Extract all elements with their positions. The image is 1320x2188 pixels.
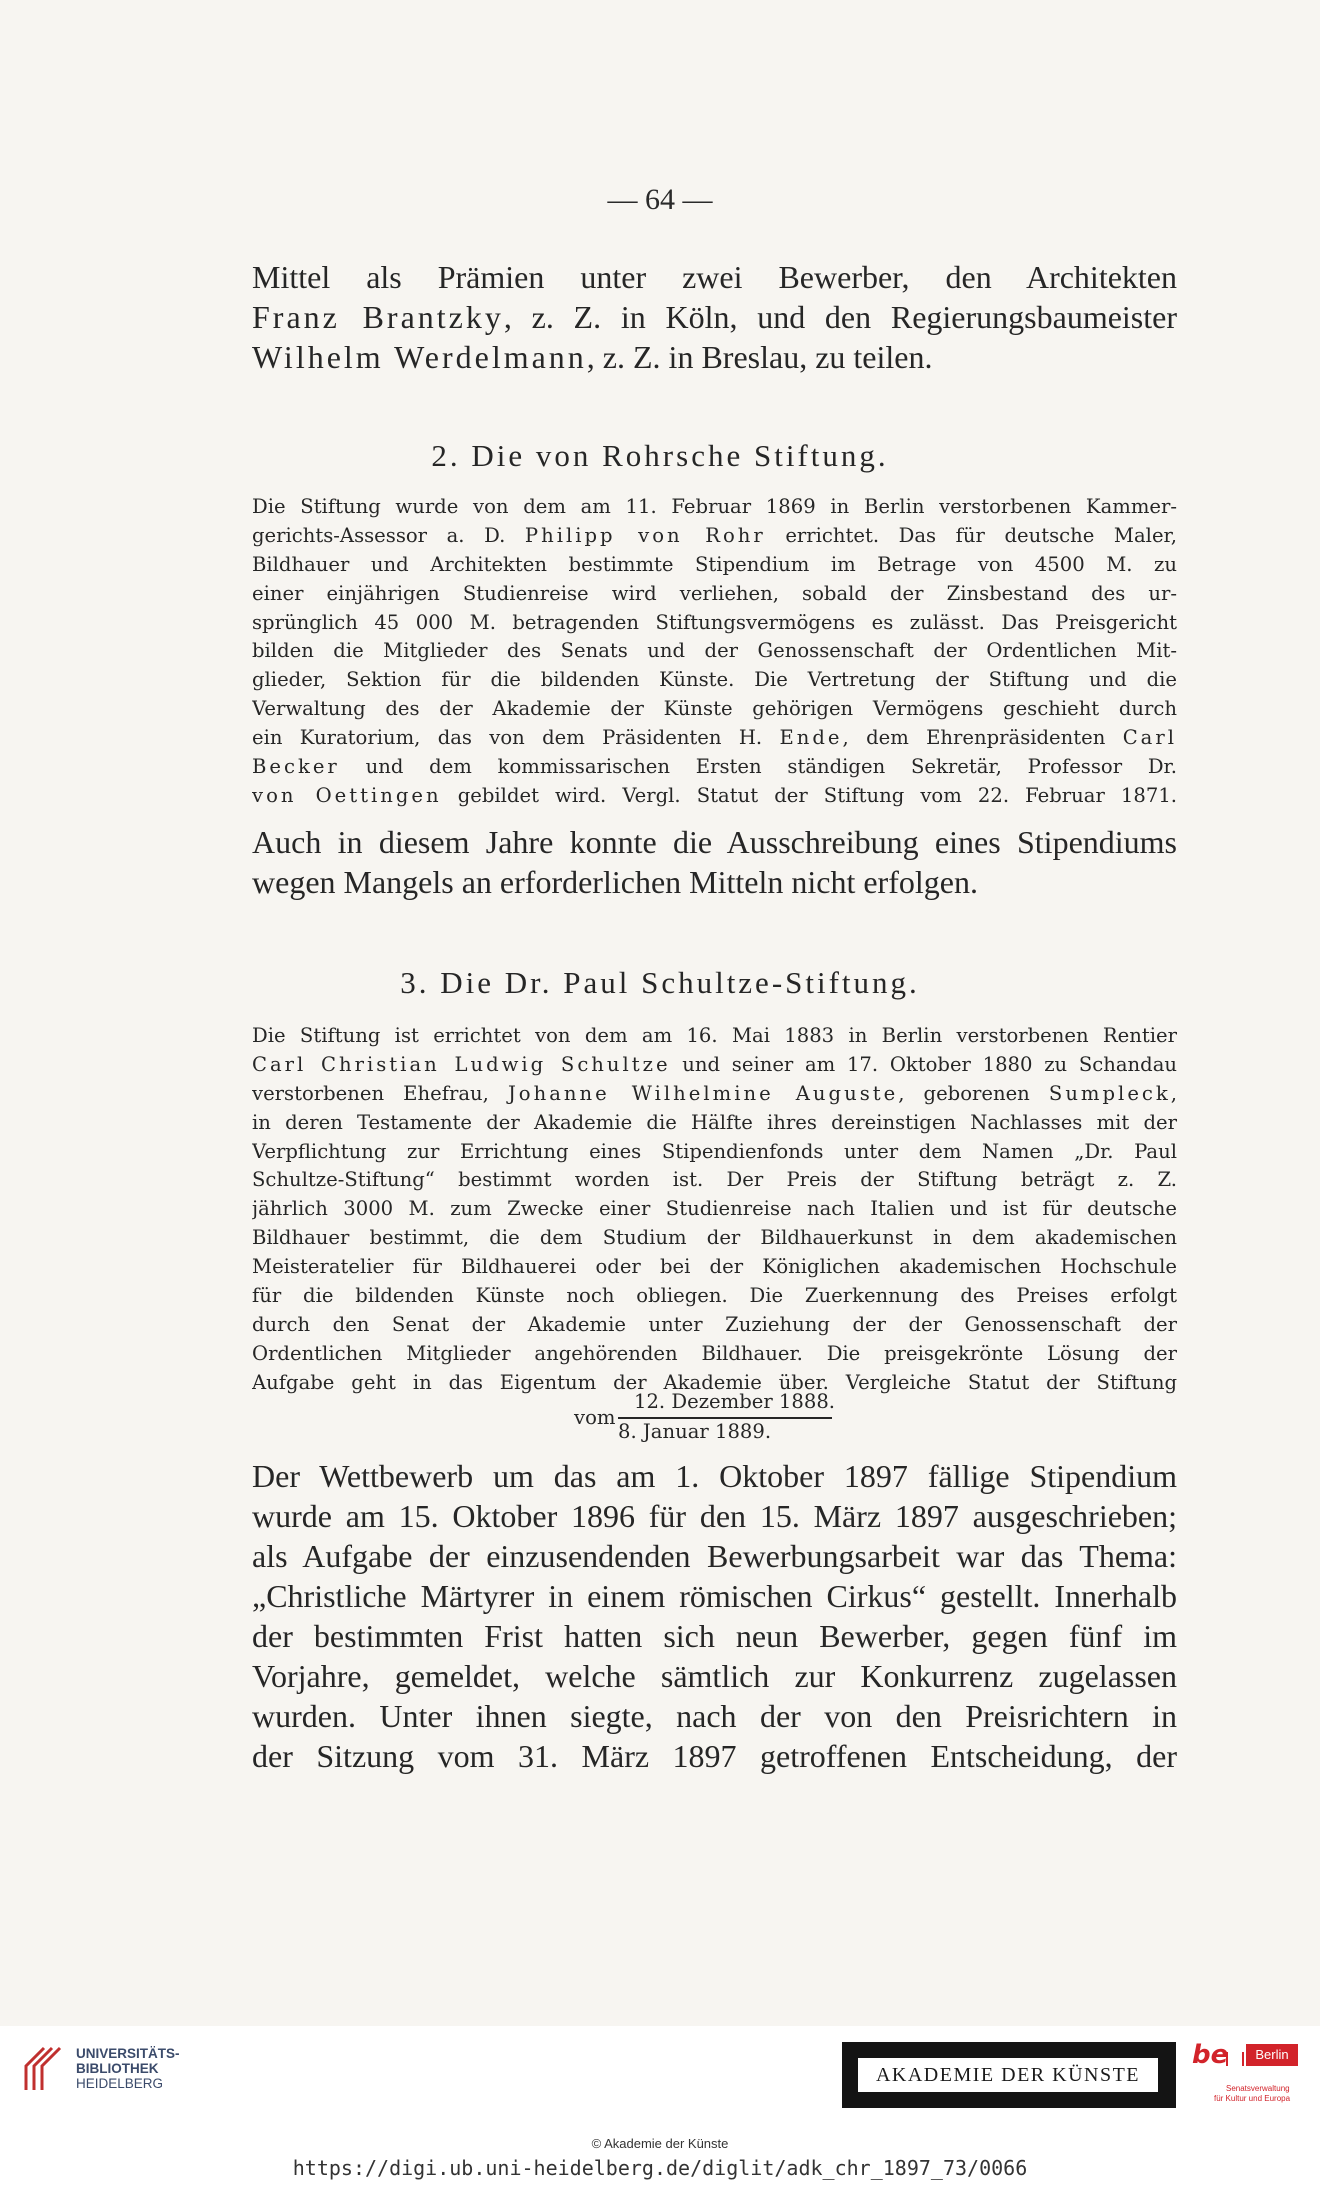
fraction-bar [618, 1417, 832, 1419]
spaced-name: Philipp von Rohr [524, 523, 766, 547]
text-line [252, 782, 1177, 811]
text-line: Vorjahre, gemeldet, welche sämtlich zur Konkurrenz zugelassen [252, 1658, 1177, 1694]
text-line: Schultze-Stiftung“ bestimmt worden ist. Der Preis der Stiftung beträgt z. Z. [252, 1168, 1177, 1192]
text-line: Verpflichtung zur Errichtung eines Stipendienfonds unter dem Namen „Dr. Paul [252, 1139, 1177, 1163]
text-segment: errichtet. Das für deutsche Maler, [765, 523, 1177, 547]
text-line: wurden. Unter ihnen siegte, nach der von den Preisrichtern in [252, 1698, 1177, 1734]
berlin-sub-1: Senatsverwaltung [1226, 2084, 1290, 2093]
text-line [252, 522, 1177, 551]
text-segment: ein Kuratorium, das von dem Präsidenten H. [252, 726, 780, 750]
text-line: glieder, Sektion für die bildenden Künste. Die Vertretung der Stiftung und die [252, 668, 1177, 692]
text-segment: , dem Ehrenpräsidenten [842, 726, 1123, 750]
text-line: in deren Testamente der Akademie die Hälfte ihres dereinstigen Nachlasses mit der [252, 1110, 1177, 1134]
fraction-prefix: vom [574, 1406, 616, 1429]
text-segment: , z. Z. in Köln, und den Regierungsbaumeister [503, 299, 1177, 335]
text-line: durch den Senat der Akademie unter Zuziehung der der Genossenschaft der [252, 1312, 1177, 1336]
text-segment: gerichts-Assessor a. D. [252, 523, 525, 547]
text-line: Bildhauer bestimmt, die dem Studium der Bildhauerkunst in dem akademischen [252, 1226, 1177, 1250]
spaced-name: Franz Brantzky [252, 299, 504, 335]
spaced-name: Ende [779, 726, 843, 750]
berlin-word: Berlin [1246, 2044, 1298, 2066]
text-line: der Sitzung vom 31. März 1897 getroffenen Entscheidung, der [252, 1738, 1177, 1774]
text-line: der bestimmten Frist hatten sich neun Bewerber, gegen fünf im [252, 1618, 1177, 1654]
text-segment: , [1170, 1081, 1177, 1105]
spaced-name: Johanne Wilhelmine Auguste [507, 1081, 899, 1105]
text-line [252, 753, 1177, 782]
text-line: Mittel als Prämien unter zwei Bewerber, den Architekten [252, 259, 1177, 295]
page-number: — 64 — [607, 183, 713, 216]
university-library-name[interactable] [76, 2046, 180, 2091]
text-segment: verstorbenen Ehefrau, [252, 1081, 508, 1105]
text-line: bilden die Mitglieder des Senats und der Genossenschaft der Ordentlichen Mit- [252, 639, 1177, 663]
text-line: einer einjährigen Studienreise wird verliehen, sobald der Zinsbestand des ur- [252, 581, 1177, 605]
berlin-senate-logo[interactable] [1192, 2042, 1302, 2112]
fraction-numerator: 12. Dezember 1888. [634, 1390, 836, 1413]
akademie-der-kuenste-logo[interactable] [842, 2042, 1176, 2108]
spaced-name: Wilhelm Werdelmann [252, 339, 587, 375]
text-segment: gebildet wird. Vergl. Statut der Stiftung vom 22. Februar 1871. [441, 783, 1177, 807]
spaced-name: Carl Christian Ludwig Schultze [252, 1052, 671, 1076]
text-segment: und dem kommissarischen Ersten ständigen Sekretär, Professor Dr. [339, 755, 1177, 779]
section-3-description [252, 1022, 1177, 1398]
text-line [252, 724, 1177, 753]
text-line: als Aufgabe der einzusendenden Bewerbungsarbeit war das Thema: [252, 1538, 1177, 1574]
text-line: Die Stiftung wurde von dem am 11. Februar 1869 in Berlin verstorbenen Kammer- [252, 495, 1177, 518]
section-2-paragraph [252, 822, 1177, 902]
intro-paragraph [252, 257, 1177, 377]
copyright-notice: © Akademie der Künste [591, 2136, 729, 2151]
text-line: Aufgabe geht in das Eigentum der Akademie über. Vergleiche Statut der Stiftung [252, 1370, 1177, 1394]
section-2-heading: 2. Die von Rohrsche Stiftung. [431, 438, 889, 473]
text-line: Die Stiftung ist errichtet von dem am 16. Mai 1883 in Berlin verstorbenen Rentier [252, 1024, 1177, 1047]
text-line: Meisteratelier für Bildhauerei oder bei der Königlichen akademischen Hochschule [252, 1255, 1177, 1279]
text-line: Auch in diesem Jahre konnte die Ausschreibung eines Stipendiums [252, 824, 1177, 860]
adk-label: AKADEMIE DER KÜNSTE [858, 2058, 1158, 2092]
spaced-name: Becker [252, 755, 340, 779]
section-2-description [252, 493, 1177, 811]
library-line-2: BIBLIOTHEK [76, 2061, 159, 2076]
spaced-name: Carl [1122, 726, 1177, 750]
berlin-sub-2: für Kultur und Europa [1214, 2094, 1291, 2103]
text-segment: , z. Z. in Breslau, zu teilen. [586, 339, 933, 375]
text-line: Bildhauer und Architekten bestimmte Stipendium im Betrage von 4500 M. zu [252, 552, 1177, 576]
university-library-logo-icon[interactable] [14, 2044, 64, 2094]
text-line [252, 337, 1177, 377]
text-line: Verwaltung des der Akademie der Künste gehörigen Vermögens geschieht durch [252, 697, 1177, 721]
text-line [252, 297, 1177, 337]
spaced-name: Sumpleck [1048, 1081, 1171, 1105]
page-url[interactable]: https://digi.ub.uni-heidelberg.de/diglit/adk_chr_1897_73/0066 [292, 2156, 1028, 2180]
text-segment: und seiner am 17. Oktober 1880 zu Schandau [670, 1052, 1177, 1076]
berlin-bars-icon [1226, 2052, 1244, 2066]
text-segment: , geborenen [898, 1081, 1049, 1105]
text-line: jährlich 3000 M. zum Zwecke einer Studienreise nach Italien und ist für deutsche [252, 1197, 1177, 1221]
text-line: wurde am 15. Oktober 1896 für den 15. März 1897 ausgeschrieben; [252, 1498, 1177, 1534]
text-line: Ordentlichen Mitglieder angehörenden Bildhauer. Die preisgekrönte Lösung der [252, 1341, 1177, 1365]
spaced-name: von Oettingen [252, 783, 442, 807]
section-3-heading: 3. Die Dr. Paul Schultze-Stiftung. [400, 965, 920, 1000]
library-line-1: UNIVERSITÄTS- [76, 2046, 180, 2061]
text-line: für die bildenden Künste noch obliegen. Die Zuerkennung des Preises erfolgt [252, 1284, 1177, 1308]
library-line-3: HEIDELBERG [76, 2076, 164, 2091]
text-line: Der Wettbewerb um das am 1. Oktober 1897 fällige Stipendium [252, 1458, 1177, 1494]
text-line: „Christliche Märtyrer in einem römischen Cirkus“ gestellt. Innerhalb [252, 1578, 1177, 1614]
text-line: sprünglich 45 000 M. betragenden Stiftungsvermögens es zulässt. Das Preisgericht [252, 610, 1177, 634]
text-line: wegen Mangels an erforderlichen Mitteln nicht erfolgen. [252, 864, 978, 900]
berlin-be-mark: be [1192, 2040, 1229, 2070]
fraction-denominator: 8. Januar 1889. [618, 1420, 772, 1443]
text-line [252, 1051, 1177, 1080]
section-3-paragraph [252, 1456, 1177, 1776]
text-line [252, 1080, 1177, 1109]
